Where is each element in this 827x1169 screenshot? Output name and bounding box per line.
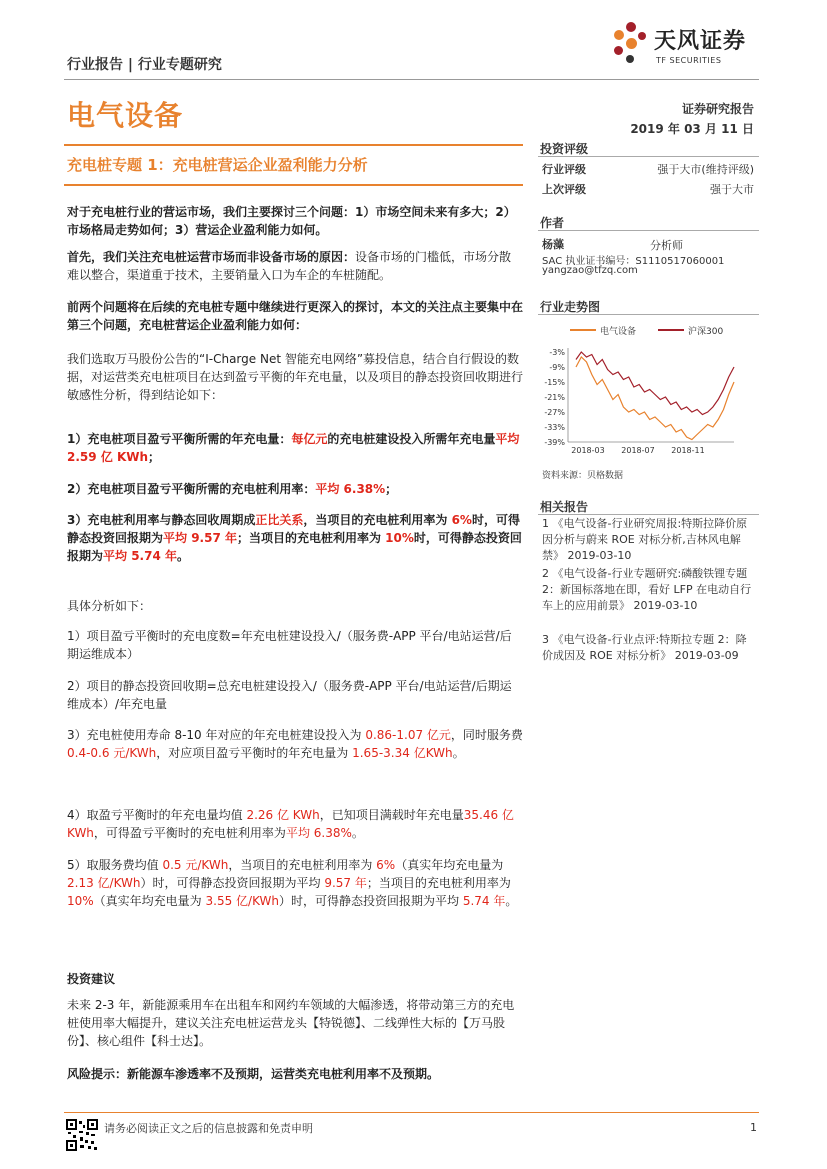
report-title: 充电桩专题 1：充电桩营运企业盈利能力分析 (67, 156, 368, 174)
rating-heading: 投资评级 (540, 142, 589, 156)
y-axis (544, 348, 568, 447)
header-divider (64, 79, 759, 80)
related-divider (538, 514, 759, 515)
x-axis (568, 442, 734, 455)
logo-mark-icon (614, 30, 624, 40)
reason-paragraph: 首先，我们关注充电桩运营市场而非设备市场的原因：设备市场的门槛低，市场分散难以整合，渠道重于技术，主要销量入口为车企的车桩随配。 (67, 250, 512, 282)
prev-rating-row: 上次评级 强于大市 (542, 183, 754, 196)
analysis-1: 1）项目盈亏平衡时的充电度数=年充电桩建设投入/（服务费-APP 平台/电站运营/后期运维成本） (67, 629, 512, 661)
risk-warning: 风险提示：新能源车渗透率不及预期，运营类充电桩利用率不及预期。 (67, 1067, 440, 1081)
y-tick-label: -33% (544, 423, 565, 432)
conclusion-3: 3）充电桩利用率与静态回收周期成正比关系，当项目的充电桩利用率为 6%时，可得静态投资回报期为平均 9.57 年；当项目的充电桩利用率为 10%时，可得静态投资回报期为平均 5.74 年。 (67, 513, 522, 563)
logo-text-en: TF SECURITIES (656, 56, 722, 65)
related-report-2[interactable]: 2 《电气设备-行业专题研究:磷酸铁锂专题 2：新国标落地在即，看好 LFP 在电动自行车上的应用前景》 2019-03-10 (542, 567, 752, 612)
related-heading: 相关报告 (540, 500, 589, 514)
analysis-4: 4）取盈亏平衡时的年充电量均值 2.26 亿 KWh，已知项目满载时年充电量35.46 亿 KWh，可得盈亏平衡时的充电桩利用率为平均 6.38%。 (67, 808, 514, 840)
author-divider (538, 230, 759, 231)
author-cert: SAC 执业证书编号：S1110517060001 (542, 256, 725, 267)
y-tick-label: -15% (544, 378, 565, 387)
trend-divider (538, 314, 759, 315)
conclusion-2: 2）充电桩项目盈亏平衡所需的充电桩利用率：平均 6.38%； (67, 482, 398, 496)
y-tick-label: -9% (549, 363, 565, 372)
qr-code-icon (66, 1119, 98, 1151)
trend-chart (538, 318, 759, 464)
related-report-3[interactable]: 3 《电气设备-行业点评:特斯拉专题 2：降价成因及 ROE 对标分析》 2019-03-09 (542, 633, 747, 662)
legend-label-0: 电气设备 (600, 327, 637, 337)
author-email[interactable]: yangzao@tfzq.com (542, 265, 638, 276)
y-tick-label: -3% (549, 348, 565, 357)
report-type: 证券研究报告 (681, 102, 754, 116)
legend-label-1: 沪深300 (688, 327, 724, 337)
logo-text-cn: 天风证券 (654, 29, 747, 54)
author-heading: 作者 (540, 216, 565, 230)
page-number: 1 (750, 1121, 757, 1134)
invest-paragraph: 未来 2-3 年，新能源乘用车在出租车和网约车领域的大幅渗透，将带动第三方的充电桩使用率大幅提升，建议关注充电桩运营龙头【特锐德】、二线弹性大标的【万马股份】、核心组件【科士达】。 (67, 998, 515, 1048)
chart-legend (570, 325, 723, 337)
chart-lines (576, 352, 734, 440)
y-tick-label: -21% (544, 393, 565, 402)
analysis-3: 3）充电桩使用寿命 8-10 年对应的年充电桩建设投入为 0.86-1.07 亿元，同时服务费 0.4-0.6 元/KWh，对应项目盈亏平衡时的年充电量为 1.65-3.34 亿KWh。 (67, 728, 523, 760)
x-tick-label: 2018-07 (621, 446, 655, 455)
author-role: 分析师 (650, 239, 683, 252)
report-date: 2019 年 03 月 11 日 (630, 122, 754, 136)
method-paragraph: 我们选取万马股份公告的“I-Charge Net 智能充电网络”募投信息，结合自行假设的数据，对运营类充电桩项目在达到盈亏平衡的年充电量，以及项目的静态投资回收期进行敏感性分析，得到结论如下： (67, 352, 524, 402)
analysis-2: 2）项目的静态投资回收期=总充电桩建设投入/（服务费-APP 平台/电站运营/后期运维成本）/年充电量 (67, 679, 512, 711)
rating-row: 行业评级 强于大市(维持评级) (542, 163, 754, 176)
conclusion-1: 1）充电桩项目盈亏平衡所需的年充电量：每亿元的充电桩建设投入所需年充电量平均 2.59 亿 KWh； (67, 432, 520, 464)
related-report-1[interactable]: 1 《电气设备-行业研究周报:特斯拉降价原因分析与蔚来 ROE 对标分析,吉林风电解禁》 2019-03-10 (542, 517, 748, 562)
title-divider-top (64, 144, 523, 146)
analysis-5: 5）取服务费均值 0.5 元/KWh，当项目的充电桩利用率为 6%（真实年均充电量为 2.13 亿/KWh）时，可得静态投资回报期为平均 9.57 年；当项目的充电桩利用率为 10%（真实年均充电量为 3.55 亿/KWh）时，可得静态投资回报期为平均 5.74 年。 (67, 858, 518, 908)
footer-divider (64, 1112, 759, 1113)
x-tick-label: 2018-03 (571, 446, 605, 455)
intro-paragraph: 对于充电桩行业的营运市场，我们主要探讨三个问题：1）市场空间未来有多大；2）市场格局走势如何；3）营运企业盈利能力如何。 (67, 205, 516, 237)
x-tick-label: 2018-11 (671, 446, 705, 455)
invest-heading: 投资建议 (67, 972, 116, 986)
series-line-1 (576, 352, 734, 415)
trend-heading: 行业走势图 (540, 300, 601, 314)
analysis-heading: 具体分析如下： (67, 599, 152, 613)
report-category: 行业报告 | 行业专题研究 (67, 57, 222, 73)
y-tick-label: -39% (544, 438, 565, 447)
title-divider-bottom (64, 184, 523, 186)
series-line-0 (576, 357, 734, 440)
footer-disclaimer: 请务必阅读正文之后的信息披露和免责申明 (104, 1122, 313, 1135)
y-tick-label: -27% (544, 408, 565, 417)
rating-divider (538, 156, 759, 157)
sector-title: 电气设备 (67, 99, 184, 132)
author-name: 杨藻 (542, 238, 564, 251)
focus-paragraph: 前两个问题将在后续的充电桩专题中继续进行更深入的探讨，本文的关注点主要集中在第三个问题，充电桩营运企业盈利能力如何： (67, 300, 524, 332)
chart-source: 资料来源：贝格数据 (542, 471, 624, 481)
tf-logo (612, 18, 760, 68)
